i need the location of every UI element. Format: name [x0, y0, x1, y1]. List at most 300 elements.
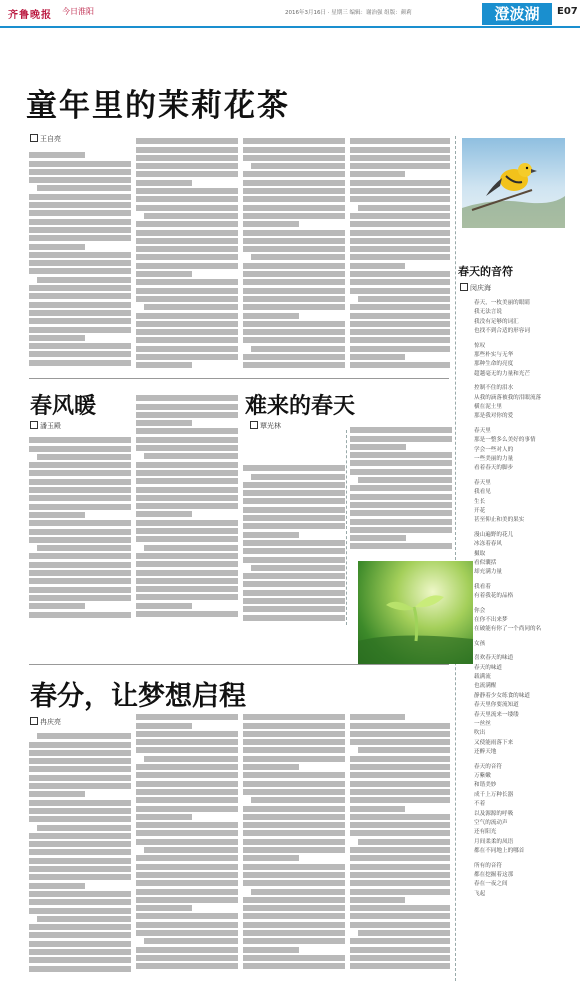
text-line: [29, 537, 131, 543]
poem-line: 摄取: [474, 550, 486, 557]
poem-line: 那些朴实与无华: [474, 352, 514, 358]
text-line: [136, 739, 238, 745]
text-line: [350, 772, 450, 778]
text-line: [243, 963, 345, 969]
text-line: [29, 570, 131, 576]
text-line: [358, 296, 450, 302]
text-line: [243, 872, 345, 878]
text-line: [243, 313, 299, 319]
text-line: [136, 922, 238, 928]
article-3-column-divider: [346, 430, 347, 625]
text-line: [350, 764, 450, 770]
text-line: [350, 427, 452, 433]
text-line: [136, 478, 238, 484]
text-line: [243, 498, 345, 504]
text-line: [136, 955, 238, 961]
byline-marker-icon: [250, 421, 258, 429]
text-line: [136, 930, 238, 936]
text-line: [350, 460, 452, 466]
text-line: [358, 839, 450, 845]
text-line: [136, 171, 238, 177]
text-line: [136, 814, 192, 820]
text-line: [136, 487, 238, 493]
text-line: [350, 469, 452, 475]
article-3-title: 难来的春天: [245, 393, 356, 419]
text-line: [136, 313, 238, 319]
poem-line: 横在泥土里: [474, 404, 502, 410]
article-3-author: 覃光林: [260, 422, 281, 430]
text-line: [29, 849, 131, 855]
text-line: [136, 830, 238, 836]
text-line: [29, 327, 131, 333]
text-line: [350, 789, 450, 795]
text-line: [350, 797, 450, 803]
text-line: [243, 789, 345, 795]
text-line: [136, 445, 238, 451]
text-line: [350, 756, 450, 762]
text-line: [136, 412, 238, 418]
text-line: [29, 595, 131, 601]
article-2-column-2: [136, 393, 238, 625]
text-line: [136, 246, 238, 252]
text-line: [243, 922, 345, 928]
text-line: [29, 260, 131, 266]
text-line: [350, 196, 450, 202]
text-line: [350, 313, 450, 319]
text-line: [251, 254, 345, 260]
text-line: [243, 598, 345, 604]
text-line: [29, 966, 131, 972]
text-line: [350, 814, 450, 820]
byline-marker-icon: [30, 421, 38, 429]
text-line: [144, 304, 238, 310]
poem-line: 春天里流来一缕缕: [474, 711, 519, 718]
text-line: [136, 354, 238, 360]
poem-line: 月间柔柔的凤语: [474, 838, 514, 845]
main-article-column-3: [243, 136, 345, 372]
poem-line: 看着春天的脚步: [474, 465, 514, 472]
text-line: [29, 512, 85, 518]
text-line: [136, 329, 238, 335]
text-line: [136, 346, 238, 352]
text-line: [350, 254, 450, 260]
text-line: [136, 254, 238, 260]
text-line: [29, 227, 131, 233]
text-line: [29, 783, 131, 789]
text-line: [243, 329, 345, 335]
text-line: [136, 163, 238, 169]
text-line: [136, 511, 192, 517]
text-line: [29, 194, 131, 200]
article-2-byline: [30, 421, 61, 431]
text-line: [243, 847, 345, 853]
text-line: [29, 924, 131, 930]
poem-line: 也流满醒: [474, 683, 497, 690]
poem-line: 一丝丝: [474, 721, 491, 727]
text-line: [350, 271, 450, 277]
text-line: [350, 444, 406, 450]
text-line: [350, 905, 450, 911]
text-line: [136, 731, 238, 737]
text-line: [243, 714, 345, 720]
text-line: [29, 891, 131, 897]
text-line: [29, 293, 131, 299]
text-line: [29, 816, 131, 822]
text-line: [136, 205, 238, 211]
text-line: [136, 747, 238, 753]
text-line: [29, 462, 131, 468]
poem-line: 吹出: [474, 730, 486, 737]
text-line: [136, 586, 238, 592]
article-4-column-1: [29, 731, 131, 981]
article-3-byline: [250, 421, 281, 431]
text-line: [29, 562, 131, 568]
text-line: [350, 822, 450, 828]
text-line: [136, 536, 238, 542]
text-line: [243, 764, 299, 770]
text-line: [243, 557, 345, 563]
text-line: [243, 806, 345, 812]
text-line: [29, 446, 131, 452]
poem-line: 都在不同地上的哪首: [474, 848, 525, 855]
text-line: [37, 733, 131, 739]
text-line: [243, 221, 299, 227]
text-line: [243, 548, 345, 554]
text-line: [243, 507, 345, 513]
text-line: [350, 510, 452, 516]
text-line: [29, 351, 131, 357]
text-line: [29, 244, 85, 250]
masthead-rule: [0, 26, 580, 28]
byline-marker-icon: [30, 717, 38, 725]
text-line: [29, 866, 131, 872]
poem-line: 春天里你要流知道: [474, 702, 519, 709]
text-line: [136, 570, 238, 576]
text-line: [29, 252, 131, 258]
text-line: [136, 855, 238, 861]
poem-line: 还醉天地: [474, 749, 497, 756]
text-line: [37, 185, 131, 191]
text-line: [136, 872, 238, 878]
text-line: [29, 766, 131, 772]
text-line: [29, 899, 131, 905]
text-line: [350, 452, 452, 458]
text-line: [29, 791, 85, 797]
text-line: [29, 202, 131, 208]
text-line: [136, 362, 192, 368]
text-line: [29, 883, 85, 889]
poem-line: 和谐美妙: [474, 782, 497, 789]
text-line: [136, 188, 238, 194]
text-line: [29, 808, 131, 814]
section-label: 今日淮阳: [62, 7, 94, 16]
text-line: [29, 302, 131, 308]
poem-line: 女孩: [474, 640, 486, 647]
text-line: [243, 606, 345, 612]
text-line: [243, 263, 345, 269]
text-line: [350, 354, 405, 360]
text-line: [29, 758, 131, 764]
text-line: [136, 238, 238, 244]
text-line: [136, 503, 238, 509]
poem-line: 在你不出来梦: [474, 617, 508, 623]
poem-byline: [460, 283, 491, 293]
text-line: [350, 731, 450, 737]
section-divider-2: [29, 664, 449, 665]
poem-line: 我看着: [474, 583, 491, 590]
text-line: [358, 747, 450, 753]
text-line: [243, 573, 345, 579]
text-line: [350, 739, 450, 745]
text-line: [136, 839, 238, 845]
text-line: [37, 277, 131, 283]
text-line: [29, 177, 131, 183]
text-line: [136, 321, 238, 327]
text-line: [350, 872, 450, 878]
text-line: [243, 180, 345, 186]
text-line: [29, 612, 131, 618]
text-line: [136, 528, 238, 534]
main-article-column-2: [136, 136, 238, 372]
text-line: [350, 519, 452, 525]
text-line: [136, 180, 192, 186]
article-4-column-4: [350, 712, 450, 981]
text-line: [243, 230, 345, 236]
issue-info: 2016年3月16日 · 星期三 编辑：谢治强 组版：颜莉: [285, 10, 412, 16]
article-4-column-3: [243, 712, 345, 981]
text-line: [136, 806, 238, 812]
main-article-column-1: [29, 150, 131, 372]
article-2-author: 潘玉殿: [40, 422, 61, 430]
text-line: [144, 847, 238, 853]
text-line: [37, 916, 131, 922]
text-line: [350, 213, 450, 219]
text-line: [350, 502, 452, 508]
text-line: [136, 395, 238, 401]
text-line: [243, 814, 345, 820]
text-line: [136, 723, 192, 729]
text-line: [243, 938, 345, 944]
poem-line: 从我的滴落被我的泪眼流落: [474, 394, 542, 401]
poem-line: 春天的味道: [474, 664, 502, 671]
text-line: [136, 462, 238, 468]
text-line: [243, 147, 345, 153]
text-line: [243, 913, 345, 919]
text-line: [350, 913, 450, 919]
text-line: [144, 213, 238, 219]
section-divider-1: [29, 378, 449, 379]
text-line: [243, 855, 299, 861]
text-line: [29, 235, 131, 241]
poem-line: 那是一整多么美好的事情: [474, 437, 536, 444]
main-article-title: 童年里的茉莉花茶: [26, 88, 290, 124]
text-line: [243, 615, 345, 621]
text-line: [243, 532, 299, 538]
text-line: [350, 138, 450, 144]
text-line: [243, 196, 345, 202]
text-line: [136, 864, 238, 870]
paper-logo: 齐鲁晚报: [8, 10, 52, 21]
text-line: [358, 477, 452, 483]
text-line: [243, 321, 345, 327]
poem-line: 惊叹: [474, 342, 486, 349]
text-line: [243, 304, 345, 310]
text-line: [243, 830, 345, 836]
text-line: [243, 731, 345, 737]
text-line: [243, 465, 345, 471]
text-line: [350, 147, 450, 153]
poem-line: 不着: [474, 801, 486, 808]
text-line: [243, 905, 345, 911]
text-line: [29, 360, 131, 366]
text-line: [350, 955, 450, 961]
text-line: [350, 436, 452, 442]
text-line: [350, 362, 450, 368]
text-line: [350, 947, 450, 953]
text-line: [136, 470, 238, 476]
text-line: [29, 487, 131, 493]
poem-line: 春在一夜之间: [474, 881, 508, 888]
article-3-column-2: [350, 425, 452, 555]
poem-line: 空气的流动声: [474, 820, 508, 826]
text-line: [350, 723, 450, 729]
text-line: [136, 880, 238, 886]
text-line: [29, 908, 131, 914]
text-line: [136, 279, 238, 285]
text-line: [29, 553, 131, 559]
text-line: [251, 163, 345, 169]
article-4-title: 春分，让梦想启程: [30, 681, 246, 712]
text-line: [243, 581, 345, 587]
text-line: [243, 171, 345, 177]
poem-line: 我没有足够的词汇: [474, 318, 519, 325]
text-line: [243, 523, 345, 529]
sprout-photo: [358, 561, 473, 664]
text-line: [29, 578, 131, 584]
text-line: [29, 504, 131, 510]
poem-line: 我看见: [474, 489, 491, 496]
text-line: [243, 155, 345, 161]
poem-line: 春天的音符: [474, 763, 502, 770]
text-line: [29, 858, 131, 864]
text-line: [243, 880, 345, 886]
text-line: [29, 285, 131, 291]
poem-line: 却充满力量: [474, 569, 502, 576]
text-line: [243, 839, 345, 845]
text-line: [136, 822, 238, 828]
text-line: [136, 947, 238, 953]
text-line: [243, 246, 345, 252]
text-line: [136, 230, 238, 236]
text-line: [243, 271, 345, 277]
text-line: [29, 949, 131, 955]
article-4-byline: [30, 717, 61, 727]
poem-line: 学会一些对人的: [474, 446, 514, 453]
article-4-author: 冉庆亮: [40, 718, 61, 726]
text-line: [243, 279, 345, 285]
text-line: [350, 527, 452, 533]
text-line: [29, 318, 131, 324]
poem-line: 有着我花的品格: [474, 593, 514, 600]
text-line: [136, 561, 238, 567]
text-line: [350, 221, 450, 227]
poem-line: 春天里: [474, 479, 491, 486]
text-line: [29, 210, 131, 216]
text-line: [37, 545, 131, 551]
text-line: [251, 474, 345, 480]
poem-line: 都在挖掘着这那: [474, 872, 514, 878]
text-line: [243, 482, 345, 488]
poem-line: 那是我对你的爱: [474, 413, 514, 420]
text-line: [136, 553, 238, 559]
text-line: [251, 565, 345, 571]
text-line: [29, 941, 131, 947]
text-line: [243, 747, 345, 753]
text-line: [136, 337, 238, 343]
text-line: [350, 288, 450, 294]
text-line: [29, 161, 131, 167]
text-line: [29, 932, 131, 938]
text-line: [350, 889, 450, 895]
text-line: [350, 855, 450, 861]
poem-line: 一些美丽的力量: [474, 456, 514, 462]
text-line: [29, 529, 131, 535]
text-line: [350, 543, 452, 549]
text-line: [136, 420, 192, 426]
text-line: [136, 714, 238, 720]
text-line: [136, 404, 238, 410]
text-line: [136, 495, 238, 501]
text-line: [358, 930, 450, 936]
poem-line: 那种生命的亮度: [474, 361, 514, 368]
text-line: [350, 938, 450, 944]
byline-marker-icon: [460, 283, 468, 291]
text-line: [29, 437, 131, 443]
text-line: [136, 789, 238, 795]
main-article-column-4: [350, 136, 450, 372]
text-line: [243, 590, 345, 596]
text-line: [136, 263, 238, 269]
text-line: [144, 453, 238, 459]
poem-line: 在破能有你了一个尚同的名: [474, 626, 542, 633]
text-line: [136, 138, 238, 144]
text-line: [29, 335, 85, 341]
text-line: [243, 354, 345, 360]
text-line: [29, 603, 85, 609]
text-line: [136, 897, 238, 903]
text-line: [136, 905, 192, 911]
text-line: [251, 346, 345, 352]
article-2-title: 春风暖: [30, 393, 97, 419]
text-line: [350, 246, 450, 252]
text-line: [29, 479, 131, 485]
article-2-column-3: [243, 463, 345, 625]
poem-line: 你会: [474, 607, 486, 614]
text-line: [136, 889, 238, 895]
text-line: [136, 603, 192, 609]
text-line: [350, 535, 406, 541]
text-line: [136, 913, 238, 919]
text-line: [358, 205, 450, 211]
text-line: [136, 781, 238, 787]
text-line: [136, 594, 238, 600]
poem-line: 甚至仰止和美的果实: [474, 517, 525, 524]
text-line: [243, 540, 345, 546]
text-line: [243, 238, 345, 244]
text-line: [350, 897, 405, 903]
poem-line: 载满流: [474, 674, 491, 680]
poem-line: 也找不到合适的形容词: [474, 328, 530, 335]
